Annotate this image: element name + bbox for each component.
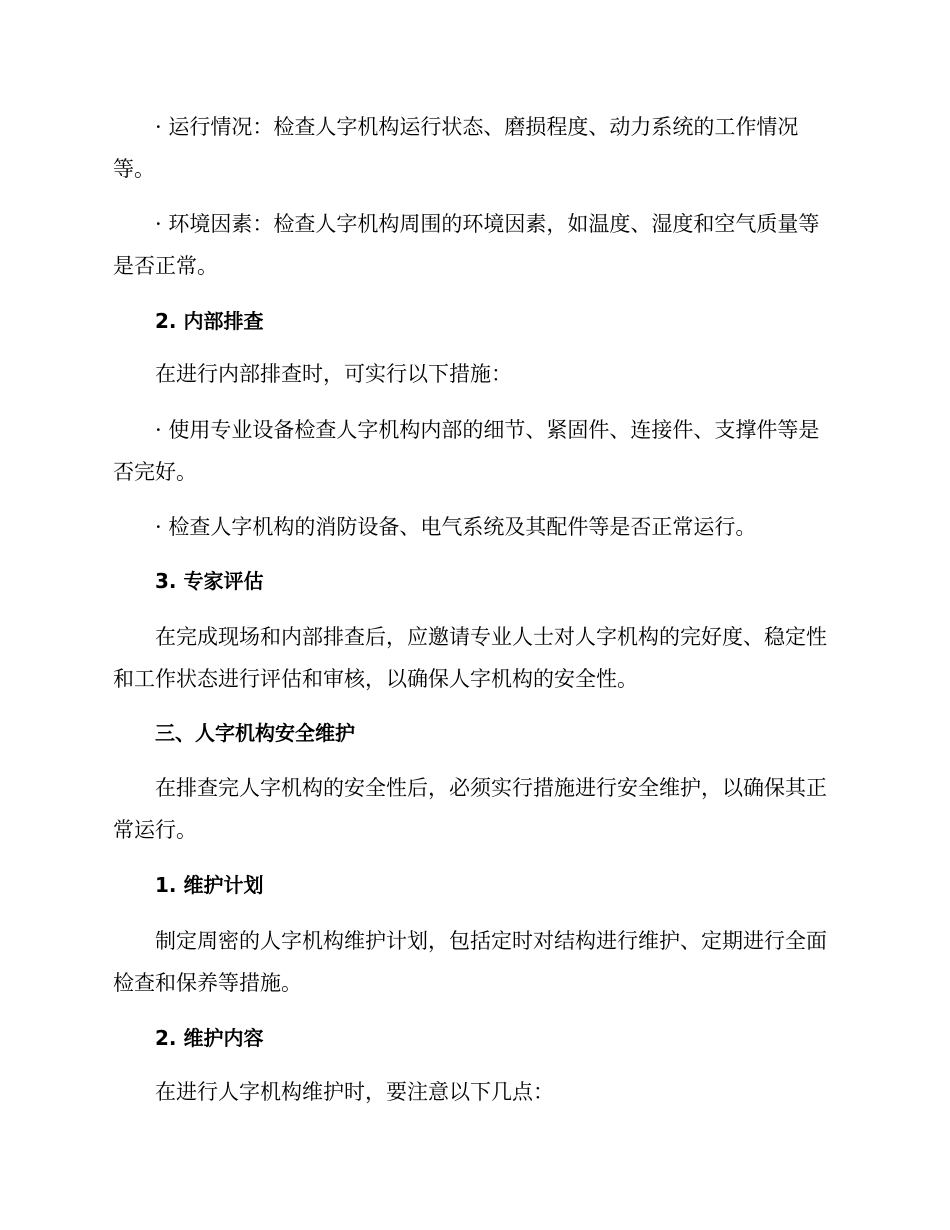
paragraph-internal-inspection-intro: 在进行内部排查时，可实行以下措施： — [155, 362, 512, 386]
bullet-fire-electrical-check: · 检查人字机构的消防设备、电气系统及其配件等是否正常运行。 — [155, 515, 757, 539]
heading-section-three-maintenance: 三、人字机构安全维护 — [155, 721, 355, 745]
bullet-operating-status: · 运行情况：检查人字机构运行状态、磨损程度、动力系统的工作情况等。 — [113, 115, 799, 181]
heading-maintenance-content: 2. 维护内容 — [155, 1026, 264, 1050]
heading-expert-assessment: 3. 专家评估 — [155, 569, 264, 593]
paragraph-maintenance-intro: 在排查完人字机构的安全性后，必须实行措施进行安全维护，以确保其正常运行。 — [113, 776, 827, 842]
heading-maintenance-plan: 1. 维护计划 — [155, 873, 264, 897]
paragraph-expert-assessment: 在完成现场和内部排查后，应邀请专业人士对人字机构的完好度、稳定性和工作状态进行评估和审核，以确保人字机构的安全性。 — [113, 625, 827, 691]
paragraph-maintenance-content-intro: 在进行人字机构维护时，要注意以下几点： — [155, 1080, 554, 1104]
bullet-professional-equipment: · 使用专业设备检查人字机构内部的细节、紧固件、连接件、支撑件等是否完好。 — [113, 418, 820, 484]
heading-internal-inspection: 2. 内部排查 — [155, 309, 264, 333]
paragraph-maintenance-plan: 制定周密的人字机构维护计划，包括定时对结构进行维护、定期进行全面检查和保养等措施。 — [113, 929, 827, 995]
bullet-environment-factors: · 环境因素：检查人字机构周围的环境因素，如温度、湿度和空气质量等是否正常。 — [113, 212, 820, 278]
